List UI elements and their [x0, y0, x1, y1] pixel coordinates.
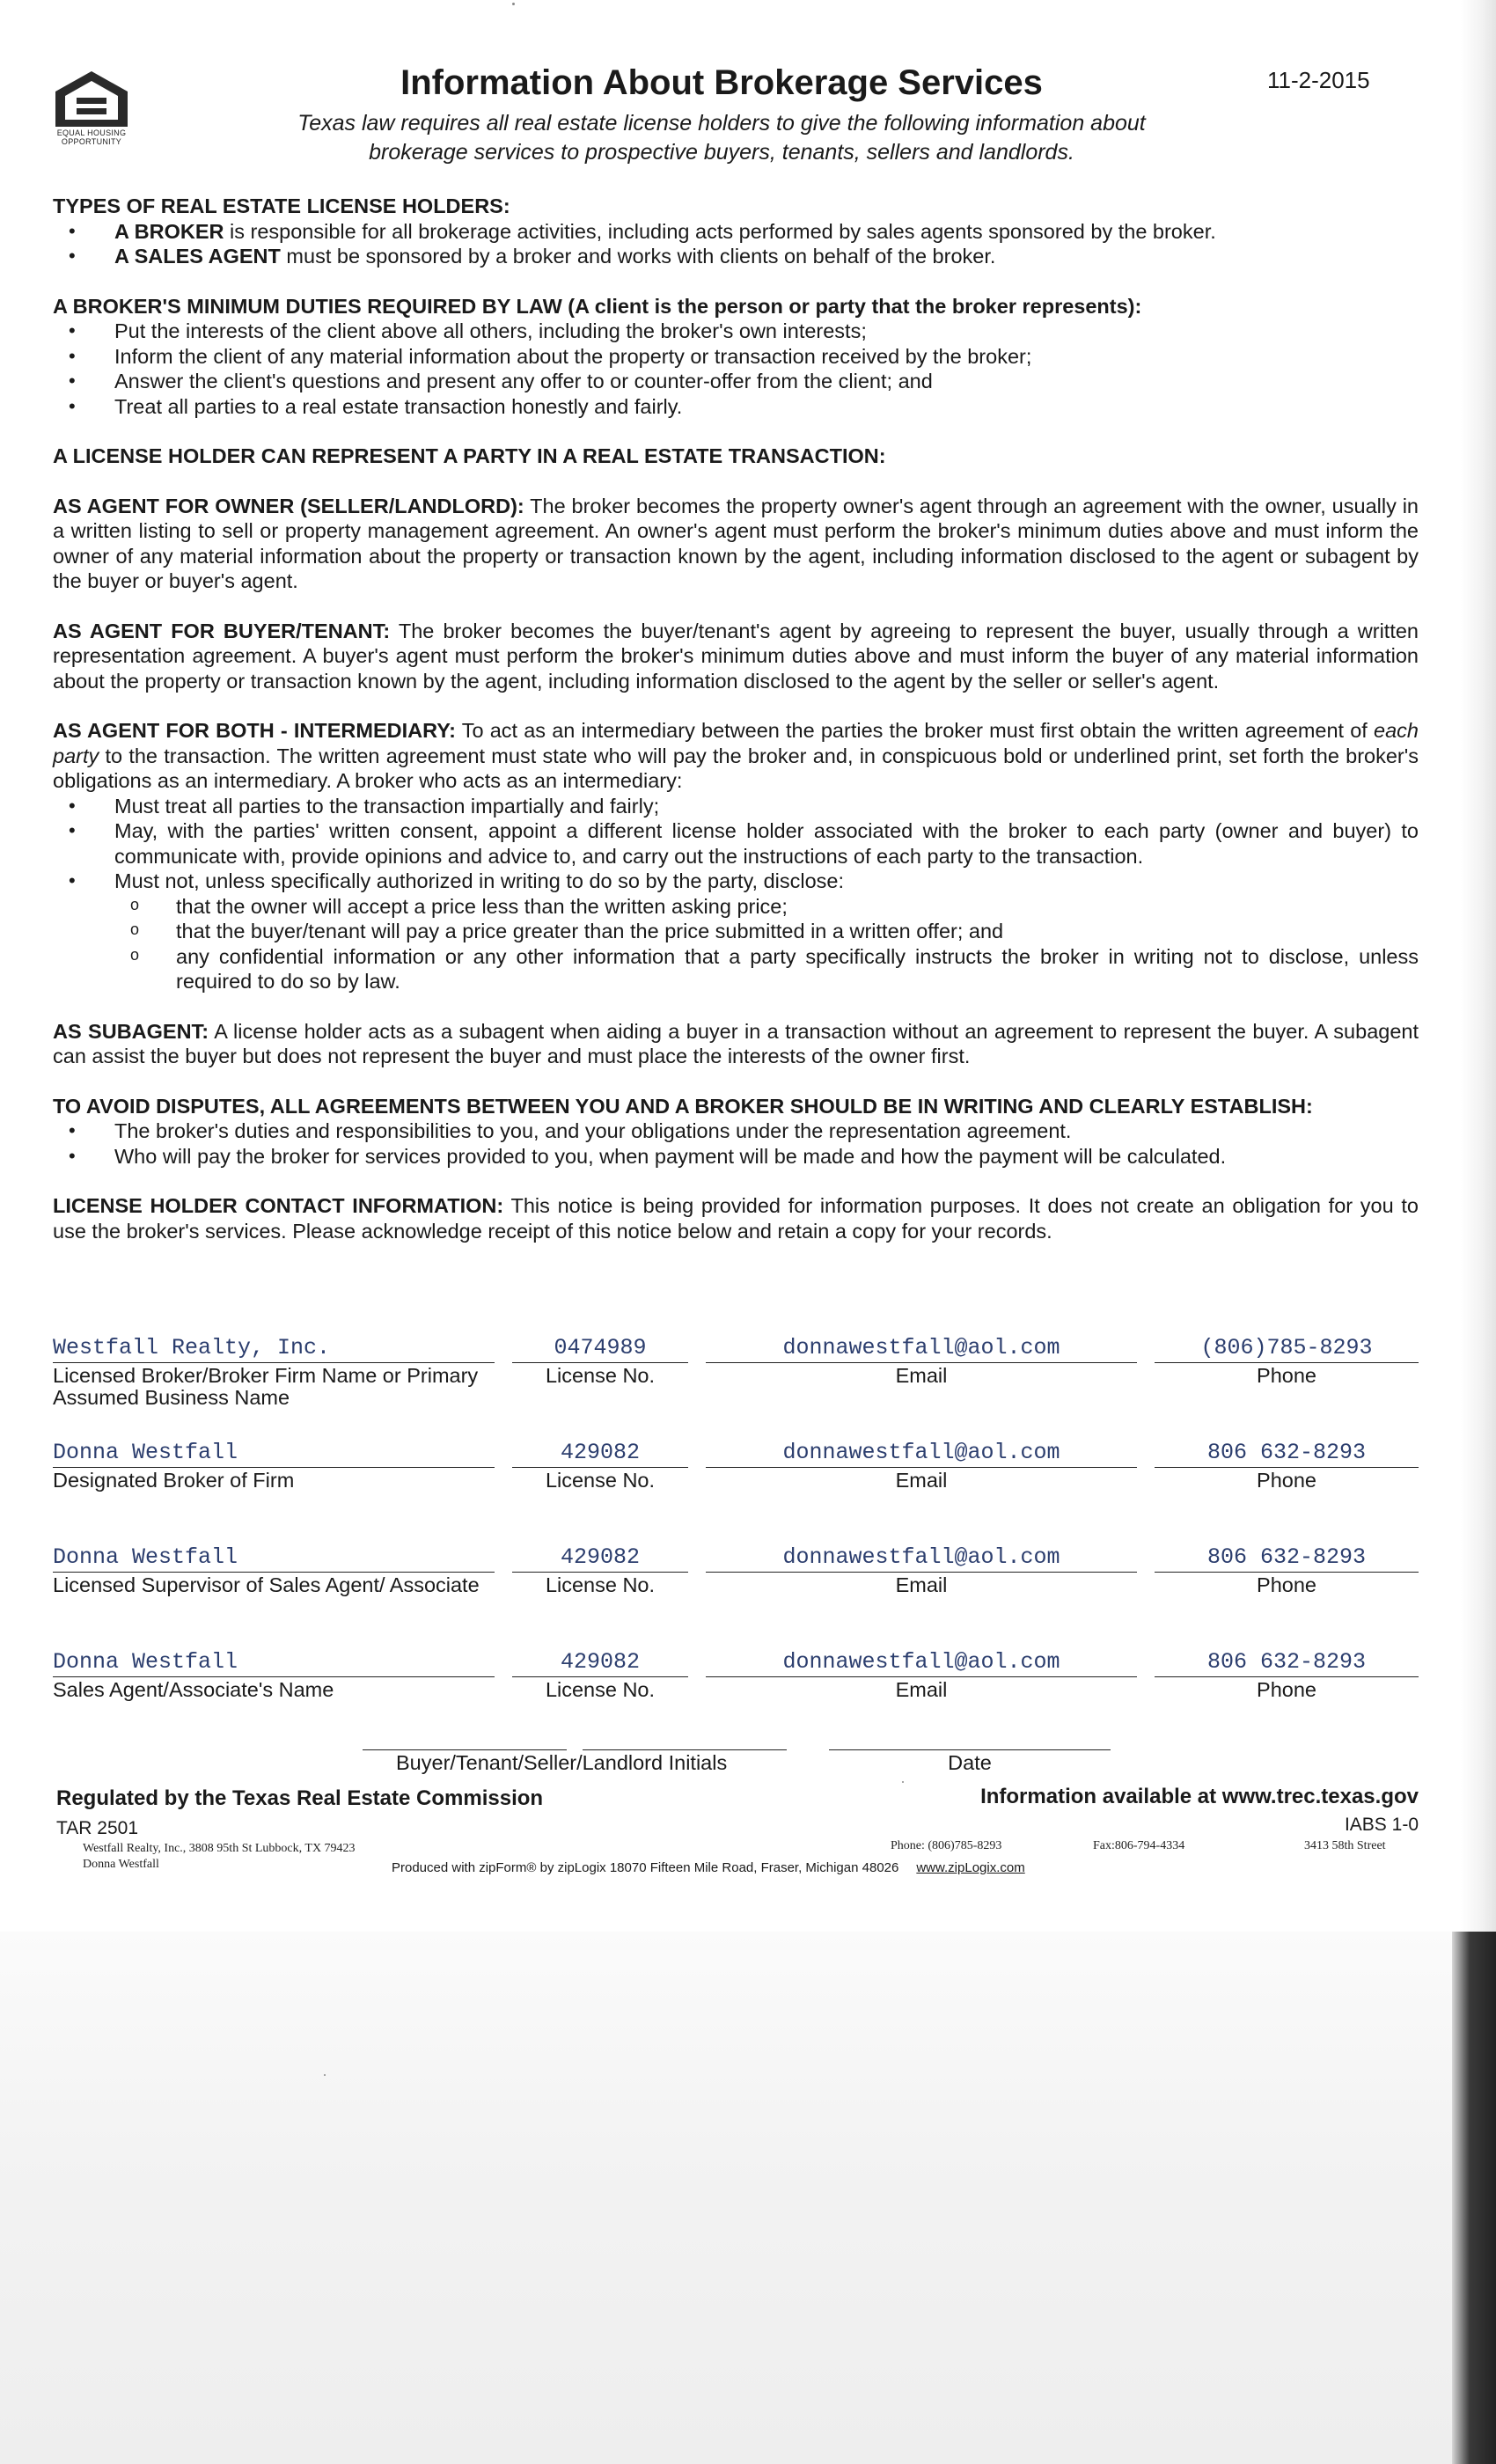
sub-list-item: o that the buyer/tenant will pay a price greater than the price submitted in a written offer; and — [130, 919, 1419, 944]
date-line[interactable] — [829, 1749, 1111, 1750]
office-phone: Phone: (806)785-8293 — [891, 1839, 1002, 1852]
sales-agent-name-field[interactable]: Donna Westfall — [53, 1648, 495, 1677]
list-item: • May, with the parties' written consent, appoint a different license holder associated with the broker to each party (owner and buyer) to communicate with, provide opinions and advice to, and carry out the instructions of each party to the transaction. — [69, 818, 1419, 869]
definition: is responsible for all brokerage activities, including acts performed by sales agents sponsored by the broker. — [224, 219, 1216, 243]
list-item-text: Must not, unless specifically authorized in writing to do so by the party, disclose: — [114, 869, 844, 892]
scanner-edge-dark — [1452, 1932, 1496, 2464]
paragraph-heading: AS SUBAGENT: — [53, 1019, 209, 1043]
paragraph — [53, 718, 1419, 794]
phone-cell — [1155, 1334, 1419, 1387]
designated-broker-name-field[interactable]: Donna Westfall — [53, 1439, 495, 1468]
list-item: • Who will pay the broker for services provided to you, when payment will be made and how the payment will be calculated. — [69, 1144, 1419, 1170]
regulated-by-text: Regulated by the Texas Real Estate Commission — [56, 1786, 544, 1810]
bullet-list — [53, 319, 1419, 419]
firm-address: Westfall Realty, Inc., 3808 95th St Lubbock, TX 79423 — [83, 1842, 356, 1855]
license-number-field[interactable]: 0474989 — [512, 1334, 688, 1363]
list-item: • Put the interests of the client above all others, including the broker's own interests; — [69, 319, 1419, 344]
property-street: 3413 58th Street — [1304, 1839, 1386, 1852]
email-field[interactable]: donnawestfall@aol.com — [706, 1648, 1137, 1677]
list-item: • Answer the client's questions and present any offer to or counter-offer from the client; and — [69, 369, 1419, 394]
field-label: License No. — [545, 1364, 656, 1387]
field-label: Phone — [1257, 1573, 1316, 1596]
phone-field[interactable]: 806 632-8293 — [1155, 1648, 1419, 1677]
list-item: • Inform the client of any material information about the property or transaction received by the broker; — [69, 344, 1419, 370]
scan-speck — [902, 1781, 904, 1783]
term: A BROKER — [114, 219, 224, 243]
intermediary-section — [53, 718, 1419, 994]
email-field[interactable]: donnawestfall@aol.com — [706, 1544, 1137, 1573]
sub-list — [114, 894, 1419, 994]
paragraph-heading: AS AGENT FOR OWNER (SELLER/LANDLORD): — [53, 494, 524, 517]
bullet-list — [53, 1118, 1419, 1169]
sub-list-item: o any confidential information or any other information that a party specifically instructs the broker in writing not to disclose, unless required to do so by law. — [130, 944, 1419, 994]
scan-speck — [324, 2074, 326, 2076]
license-cell — [512, 1648, 688, 1701]
sub-list-item: o that the owner will accept a price less than the written asking price; — [130, 894, 1419, 920]
equal-housing-house-icon — [53, 69, 130, 128]
emphasis: each party — [53, 719, 1419, 767]
list-item: • Treat all parties to a real estate transaction honestly and fairly. — [69, 394, 1419, 420]
trec-info-text: Information available at www.trec.texas.gov — [980, 1785, 1419, 1808]
paragraph-text: A license holder acts as a subagent when aiding a buyer in a transaction without an agreement to represent the buyer. A subagent can assist the buyer but does not represent the buyer and must place the interests of the owner first. — [53, 1019, 1419, 1067]
initials-line-1[interactable] — [363, 1749, 567, 1750]
form-body — [53, 194, 1419, 1268]
field-label: License No. — [545, 1469, 656, 1492]
scanner-edge-shadow — [1461, 0, 1496, 1932]
name-cell — [53, 1334, 495, 1409]
ziplogix-link[interactable]: www.zipLogix.com — [916, 1860, 1025, 1875]
phone-field[interactable]: 806 632-8293 — [1155, 1439, 1419, 1468]
license-holder-types-section — [53, 194, 1419, 269]
bullet-list — [53, 219, 1419, 269]
contact-row-designated-broker — [53, 1439, 1421, 1509]
section-heading: TYPES OF REAL ESTATE LICENSE HOLDERS: — [53, 194, 510, 217]
field-label: License No. — [545, 1678, 656, 1701]
phone-cell — [1155, 1544, 1419, 1596]
paragraph — [53, 619, 1419, 694]
paragraph-text: to the transaction. The written agreement must state who will pay the broker and, in conspicuous bold or underlined print, set forth the broker's obligations as an intermediary. A broker who acts as an intermediary: — [53, 744, 1419, 792]
initials-label: Buyer/Tenant/Seller/Landlord Initials — [396, 1751, 728, 1774]
paragraph-text: The broker becomes the buyer/tenant's agent by agreeing to represent the buyer, usually through a written representation agreement. A buyer's agent must perform the broker's minimum duties above and must inform the buyer of any material information about the property or transaction known by the agent, including information disclosed to the agent by the seller or seller's agent. — [53, 619, 1419, 693]
name-cell — [53, 1439, 495, 1492]
list-item — [69, 219, 1419, 245]
bullet-list — [53, 794, 1419, 994]
contact-row-licensed-supervisor — [53, 1544, 1421, 1614]
license-number-field[interactable]: 429082 — [512, 1439, 688, 1468]
broker-firm-name-field[interactable]: Westfall Realty, Inc. — [53, 1334, 495, 1363]
produced-with-text: Produced with zipForm® by zipLogix 18070 Fifteen Mile Road, Fraser, Michigan 48026 — [392, 1860, 899, 1875]
section-heading: TO AVOID DISPUTES, ALL AGREEMENTS BETWEEN YOU AND A BROKER SHOULD BE IN WRITING AND CLEARLY ESTABLISH: — [53, 1094, 1313, 1118]
phone-cell — [1155, 1648, 1419, 1701]
field-label: Licensed Broker/Broker Firm Name or Primary Assumed Business Name — [53, 1364, 479, 1409]
page-title: Information About Brokerage Services — [400, 63, 1043, 102]
paragraph — [53, 1193, 1419, 1243]
date-label: Date — [948, 1751, 992, 1774]
field-label: Phone — [1257, 1678, 1316, 1701]
field-label: Email — [895, 1678, 948, 1701]
license-number-field[interactable]: 429082 — [512, 1648, 688, 1677]
definition: must be sponsored by a broker and works with clients on behalf of the broker. — [280, 245, 996, 268]
paragraph-text: The broker becomes the property owner's agent through an agreement with the owner, usually in a written listing to sell or property management agreement. An owner's agent must perform the broker's minimum duties above and must inform the owner of any material information about the property or transaction known by the agent, including information disclosed to the agent or subagent by the buyer or buyer's agent. — [53, 494, 1419, 592]
contact-row-broker-firm — [53, 1334, 1421, 1409]
subtitle-line: Texas law requires all real estate license holders to give the following information about — [297, 111, 1146, 136]
licensed-supervisor-name-field[interactable]: Donna Westfall — [53, 1544, 495, 1573]
paragraph-text: To act as an intermediary between the parties the broker must first obtain the written agreement of — [455, 719, 1375, 742]
contact-info-section — [53, 1193, 1419, 1243]
field-label: License No. — [545, 1573, 656, 1596]
field-label: Email — [895, 1364, 948, 1387]
office-fax: Fax:806-794-4334 — [1093, 1839, 1185, 1852]
paragraph-heading: AS AGENT FOR BUYER/TENANT: — [53, 619, 391, 642]
paragraph-text: This notice is being provided for information purposes. It does not create an obligation for you to use the broker's services. Please acknowledge receipt of this notice below and retain a copy for your records. — [53, 1194, 1419, 1243]
field-label: Phone — [1257, 1364, 1316, 1387]
email-cell — [706, 1334, 1137, 1387]
license-cell — [512, 1544, 688, 1596]
list-item — [69, 869, 1419, 994]
term: A SALES AGENT — [114, 245, 281, 268]
name-cell — [53, 1544, 495, 1596]
scanner-background — [0, 1932, 1496, 2464]
logo-caption: EQUAL HOUSING OPPORTUNITY — [56, 128, 127, 146]
agent-name: Donna Westfall — [83, 1858, 159, 1871]
license-number-field[interactable]: 429082 — [512, 1544, 688, 1573]
agent-for-buyer-section — [53, 619, 1419, 694]
email-cell — [706, 1544, 1137, 1596]
equal-housing-logo — [53, 69, 130, 146]
list-item: • The broker's duties and responsibilities to you, and your obligations under the representation agreement. — [69, 1118, 1419, 1144]
list-item — [69, 244, 1419, 269]
list-item: • Must treat all parties to the transaction impartially and fairly; — [69, 794, 1419, 819]
email-field[interactable]: donnawestfall@aol.com — [706, 1334, 1137, 1363]
field-label: Email — [895, 1573, 948, 1596]
license-cell — [512, 1334, 688, 1387]
form-code: TAR 2501 — [56, 1818, 138, 1838]
produced-with-line — [392, 1860, 1025, 1875]
initials-line-2[interactable] — [583, 1749, 787, 1750]
subtitle-line: brokerage services to prospective buyers, tenants, sellers and landlords. — [369, 140, 1074, 165]
field-label: Email — [895, 1469, 948, 1492]
phone-field[interactable]: 806 632-8293 — [1155, 1544, 1419, 1573]
agent-for-owner-section — [53, 494, 1419, 594]
field-label: Designated Broker of Firm — [53, 1469, 295, 1492]
field-label: Sales Agent/Associate's Name — [53, 1678, 334, 1701]
section-heading: A BROKER'S MINIMUM DUTIES REQUIRED BY LAW (A client is the person or party that the broker represents): — [53, 294, 1142, 318]
phone-field[interactable]: (806)785-8293 — [1155, 1334, 1419, 1363]
scan-speck — [512, 3, 515, 5]
section-heading: A LICENSE HOLDER CAN REPRESENT A PARTY IN A REAL ESTATE TRANSACTION: — [53, 444, 886, 467]
minimum-duties-section — [53, 294, 1419, 420]
subtitle — [229, 109, 1214, 167]
email-cell — [706, 1648, 1137, 1701]
contact-row-sales-agent — [53, 1648, 1421, 1719]
paragraph-heading: LICENSE HOLDER CONTACT INFORMATION: — [53, 1194, 504, 1217]
paragraph — [53, 494, 1419, 594]
email-field[interactable]: donnawestfall@aol.com — [706, 1439, 1137, 1468]
subagent-section — [53, 1019, 1419, 1069]
avoid-disputes-section — [53, 1094, 1419, 1170]
paragraph-heading: AS AGENT FOR BOTH - INTERMEDIARY: — [53, 719, 456, 742]
form-version: IABS 1-0 — [1344, 1815, 1419, 1835]
name-cell — [53, 1648, 495, 1701]
represent-heading-section — [53, 444, 1419, 469]
paragraph — [53, 1019, 1419, 1069]
field-label: Licensed Supervisor of Sales Agent/ Associate — [53, 1573, 480, 1596]
email-cell — [706, 1439, 1137, 1492]
license-cell — [512, 1439, 688, 1492]
field-label: Phone — [1257, 1469, 1316, 1492]
phone-cell — [1155, 1439, 1419, 1492]
form-date: 11-2-2015 — [1267, 67, 1370, 93]
